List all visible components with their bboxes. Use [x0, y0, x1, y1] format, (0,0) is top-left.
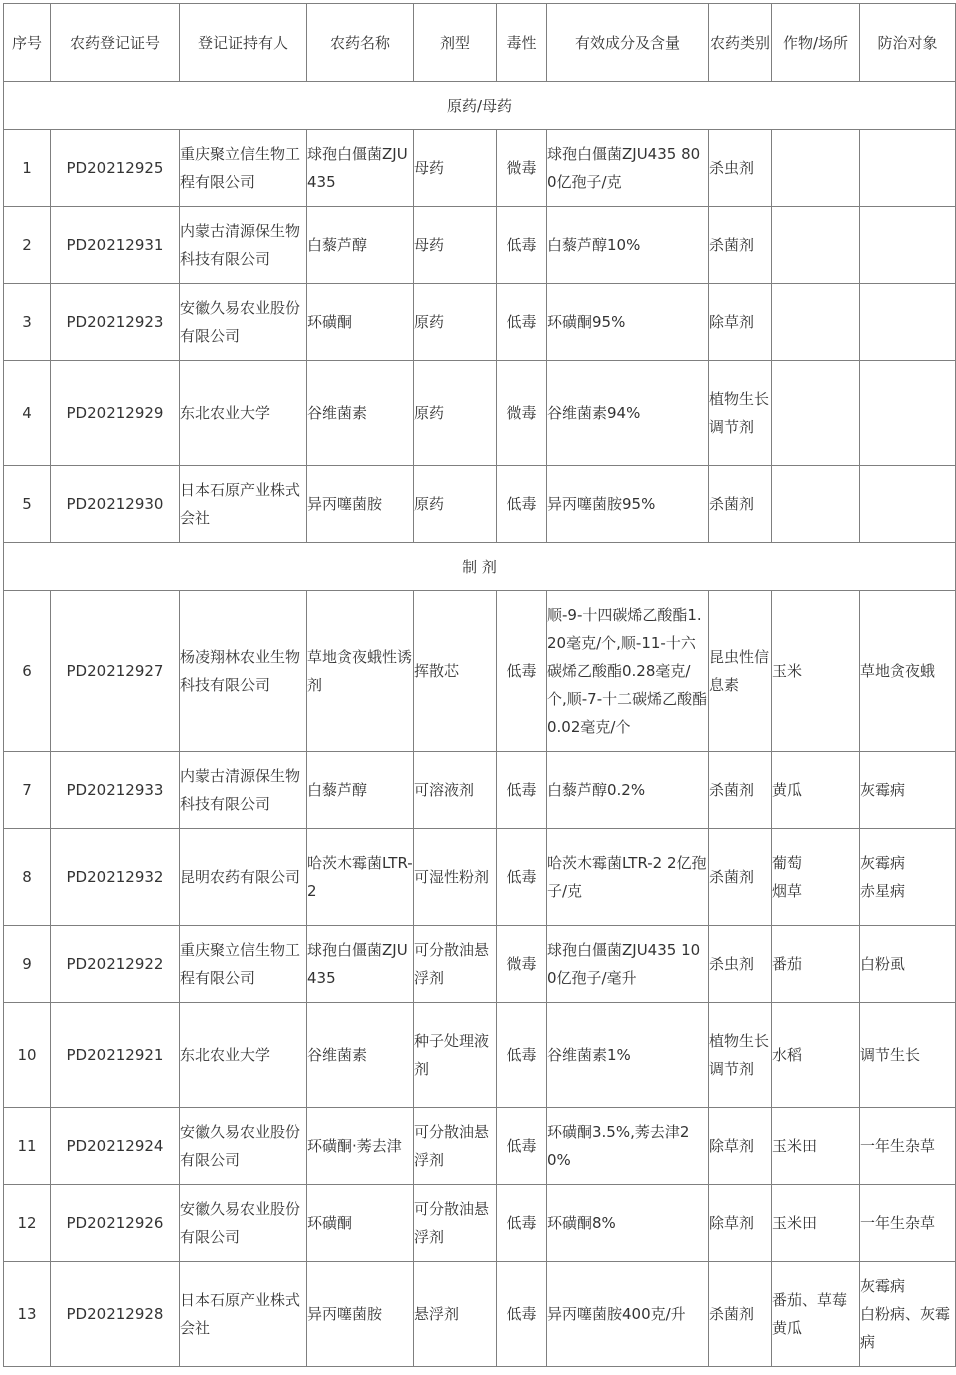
category-cell: 昆虫性信息素 — [709, 591, 772, 752]
cert-number-cell: PD20212922 — [51, 926, 180, 1003]
cert-number-cell: PD20212930 — [51, 466, 180, 543]
cert-number-cell: PD20212926 — [51, 1185, 180, 1262]
formulation-cell: 母药 — [414, 130, 497, 207]
toxicity-cell: 微毒 — [497, 361, 547, 466]
ingredient-cell: 异丙噻菌胺95% — [547, 466, 709, 543]
holder-cell: 内蒙古清源保生物科技有限公司 — [180, 207, 307, 284]
table-row — [4, 361, 956, 466]
toxicity-cell: 低毒 — [497, 1108, 547, 1185]
formulation-cell: 原药 — [414, 466, 497, 543]
category-cell: 除草剂 — [709, 284, 772, 361]
toxicity-cell: 低毒 — [497, 1185, 547, 1262]
holder-cell: 内蒙古清源保生物科技有限公司 — [180, 752, 307, 829]
formulation-cell: 原药 — [414, 284, 497, 361]
target-line: 灰霉病 — [860, 1277, 906, 1295]
header-toxicity: 毒性 — [497, 4, 547, 82]
crop-cell: 番茄 — [772, 926, 860, 1003]
header-name: 农药名称 — [307, 4, 414, 82]
row-number-cell: 13 — [4, 1262, 51, 1367]
target-cell — [860, 207, 956, 284]
category-cell: 除草剂 — [709, 1108, 772, 1185]
formulation-cell: 种子处理液剂 — [414, 1003, 497, 1108]
table-row — [4, 752, 956, 829]
target-cell — [860, 130, 956, 207]
category-cell: 除草剂 — [709, 1185, 772, 1262]
ingredient-cell: 球孢白僵菌ZJU435 800亿孢子/克 — [547, 130, 709, 207]
row-number-cell: 12 — [4, 1185, 51, 1262]
cert-number-cell: PD20212924 — [51, 1108, 180, 1185]
pesticide-name-cell: 谷维菌素 — [307, 361, 414, 466]
ingredient-cell: 异丙噻菌胺400克/升 — [547, 1262, 709, 1367]
formulation-cell: 母药 — [414, 207, 497, 284]
crop-cell: 黄瓜 — [772, 752, 860, 829]
table-row — [4, 926, 956, 1003]
crop-cell — [772, 466, 860, 543]
table-row — [4, 466, 956, 543]
header-no: 序号 — [4, 4, 51, 82]
row-number-cell: 4 — [4, 361, 51, 466]
row-number-cell: 9 — [4, 926, 51, 1003]
crop-cell: 玉米田 — [772, 1185, 860, 1262]
cert-number-cell: PD20212932 — [51, 829, 180, 926]
category-cell: 植物生长调节剂 — [709, 1003, 772, 1108]
row-number-cell: 10 — [4, 1003, 51, 1108]
pesticide-name-cell: 环磺酮 — [307, 284, 414, 361]
crop-cell: 玉米田 — [772, 1108, 860, 1185]
target-line: 灰霉病 — [860, 854, 906, 872]
ingredient-cell: 哈茨木霉菌LTR-2 2亿孢子/克 — [547, 829, 709, 926]
row-number-cell: 7 — [4, 752, 51, 829]
formulation-cell: 原药 — [414, 361, 497, 466]
table-row — [4, 1185, 956, 1262]
table-row — [4, 130, 956, 207]
target-cell: 草地贪夜蛾 — [860, 591, 956, 752]
target-cell — [860, 466, 956, 543]
target-cell — [860, 284, 956, 361]
holder-cell: 安徽久易农业股份有限公司 — [180, 284, 307, 361]
category-cell: 杀菌剂 — [709, 1262, 772, 1367]
category-cell: 杀菌剂 — [709, 466, 772, 543]
pesticide-name-cell: 草地贪夜蛾性诱剂 — [307, 591, 414, 752]
header-crop: 作物/场所 — [772, 4, 860, 82]
holder-cell: 安徽久易农业股份有限公司 — [180, 1108, 307, 1185]
cert-number-cell: PD20212931 — [51, 207, 180, 284]
toxicity-cell: 低毒 — [497, 1262, 547, 1367]
formulation-cell: 可分散油悬浮剂 — [414, 1108, 497, 1185]
cert-number-cell: PD20212923 — [51, 284, 180, 361]
pesticide-name-cell: 白藜芦醇 — [307, 752, 414, 829]
toxicity-cell: 低毒 — [497, 284, 547, 361]
cert-number-cell: PD20212925 — [51, 130, 180, 207]
toxicity-cell: 微毒 — [497, 130, 547, 207]
target-line: 白粉病、灰霉病 — [860, 1305, 951, 1351]
crop-line: 烟草 — [772, 882, 803, 900]
category-cell: 杀菌剂 — [709, 829, 772, 926]
holder-cell: 昆明农药有限公司 — [180, 829, 307, 926]
holder-cell: 重庆聚立信生物工程有限公司 — [180, 926, 307, 1003]
header-target: 防治对象 — [860, 4, 956, 82]
table-row — [4, 591, 956, 752]
table-row — [4, 1003, 956, 1108]
category-cell: 植物生长调节剂 — [709, 361, 772, 466]
pesticide-name-cell: 球孢白僵菌ZJU435 — [307, 130, 414, 207]
formulation-cell: 可分散油悬浮剂 — [414, 1185, 497, 1262]
header-ingredient: 有效成分及含量 — [547, 4, 709, 82]
category-cell: 杀虫剂 — [709, 130, 772, 207]
pesticide-name-cell: 环磺酮·莠去津 — [307, 1108, 414, 1185]
ingredient-cell: 白藜芦醇10% — [547, 207, 709, 284]
toxicity-cell: 微毒 — [497, 926, 547, 1003]
header-form: 剂型 — [414, 4, 497, 82]
section-title: 原药/母药 — [4, 82, 956, 130]
ingredient-cell: 顺-9-十四碳烯乙酸酯1.20毫克/个,顺-11-十六碳烯乙酸酯0.28毫克/个,顺-7-十二碳烯乙酸酯0.02毫克/个 — [547, 591, 709, 752]
category-cell: 杀虫剂 — [709, 926, 772, 1003]
toxicity-cell: 低毒 — [497, 829, 547, 926]
crop-line: 葡萄 — [772, 854, 803, 872]
crop-cell: 水稻 — [772, 1003, 860, 1108]
holder-cell: 日本石原产业株式会社 — [180, 1262, 307, 1367]
pesticide-name-cell: 谷维菌素 — [307, 1003, 414, 1108]
crop-cell — [772, 829, 860, 926]
toxicity-cell: 低毒 — [497, 591, 547, 752]
table-body — [4, 4, 956, 1367]
table-row — [4, 207, 956, 284]
table-row — [4, 1108, 956, 1185]
pesticide-name-cell: 哈茨木霉菌LTR-2 — [307, 829, 414, 926]
crop-cell: 玉米 — [772, 591, 860, 752]
ingredient-cell: 白藜芦醇0.2% — [547, 752, 709, 829]
cert-number-cell: PD20212928 — [51, 1262, 180, 1367]
formulation-cell: 可分散油悬浮剂 — [414, 926, 497, 1003]
holder-cell: 日本石原产业株式会社 — [180, 466, 307, 543]
table-row — [4, 1262, 956, 1367]
header-category: 农药类别 — [709, 4, 772, 82]
row-number-cell: 2 — [4, 207, 51, 284]
crop-cell — [772, 284, 860, 361]
target-cell: 白粉虱 — [860, 926, 956, 1003]
cert-number-cell: PD20212927 — [51, 591, 180, 752]
row-number-cell: 6 — [4, 591, 51, 752]
holder-cell: 重庆聚立信生物工程有限公司 — [180, 130, 307, 207]
crop-cell — [772, 207, 860, 284]
table-row — [4, 284, 956, 361]
toxicity-cell: 低毒 — [497, 466, 547, 543]
target-cell — [860, 829, 956, 926]
header-row — [4, 4, 956, 82]
header-holder: 登记证持有人 — [180, 4, 307, 82]
header-cert: 农药登记证号 — [51, 4, 180, 82]
ingredient-cell: 球孢白僵菌ZJU435 100亿孢子/毫升 — [547, 926, 709, 1003]
section-row — [4, 82, 956, 130]
target-cell: 一年生杂草 — [860, 1185, 956, 1262]
formulation-cell: 可溶液剂 — [414, 752, 497, 829]
target-cell — [860, 361, 956, 466]
cert-number-cell: PD20212933 — [51, 752, 180, 829]
toxicity-cell: 低毒 — [497, 207, 547, 284]
ingredient-cell: 环磺酮95% — [547, 284, 709, 361]
crop-cell — [772, 130, 860, 207]
category-cell: 杀菌剂 — [709, 752, 772, 829]
section-row — [4, 543, 956, 591]
cert-number-cell: PD20212929 — [51, 361, 180, 466]
toxicity-cell: 低毒 — [497, 1003, 547, 1108]
row-number-cell: 8 — [4, 829, 51, 926]
holder-cell: 东北农业大学 — [180, 361, 307, 466]
toxicity-cell: 低毒 — [497, 752, 547, 829]
formulation-cell: 可湿性粉剂 — [414, 829, 497, 926]
section-title: 制 剂 — [4, 543, 956, 591]
pesticide-name-cell: 球孢白僵菌ZJU435 — [307, 926, 414, 1003]
ingredient-cell: 谷维菌素94% — [547, 361, 709, 466]
ingredient-cell: 环磺酮8% — [547, 1185, 709, 1262]
crop-cell — [772, 361, 860, 466]
formulation-cell: 悬浮剂 — [414, 1262, 497, 1367]
row-number-cell: 1 — [4, 130, 51, 207]
ingredient-cell: 谷维菌素1% — [547, 1003, 709, 1108]
target-cell: 一年生杂草 — [860, 1108, 956, 1185]
cert-number-cell: PD20212921 — [51, 1003, 180, 1108]
row-number-cell: 11 — [4, 1108, 51, 1185]
ingredient-cell: 环磺酮3.5%,莠去津20% — [547, 1108, 709, 1185]
category-cell: 杀菌剂 — [709, 207, 772, 284]
pesticide-name-cell: 异丙噻菌胺 — [307, 466, 414, 543]
target-line: 赤星病 — [860, 882, 906, 900]
pesticide-name-cell: 白藜芦醇 — [307, 207, 414, 284]
target-cell — [860, 1262, 956, 1367]
table-row — [4, 829, 956, 926]
pesticide-registration-table — [3, 3, 956, 1367]
formulation-cell: 挥散芯 — [414, 591, 497, 752]
holder-cell: 杨凌翔林农业生物科技有限公司 — [180, 591, 307, 752]
row-number-cell: 3 — [4, 284, 51, 361]
row-number-cell: 5 — [4, 466, 51, 543]
pesticide-name-cell: 环磺酮 — [307, 1185, 414, 1262]
crop-cell: 番茄、草莓黄瓜 — [772, 1262, 860, 1367]
target-cell: 灰霉病 — [860, 752, 956, 829]
target-cell: 调节生长 — [860, 1003, 956, 1108]
holder-cell: 东北农业大学 — [180, 1003, 307, 1108]
holder-cell: 安徽久易农业股份有限公司 — [180, 1185, 307, 1262]
pesticide-name-cell: 异丙噻菌胺 — [307, 1262, 414, 1367]
